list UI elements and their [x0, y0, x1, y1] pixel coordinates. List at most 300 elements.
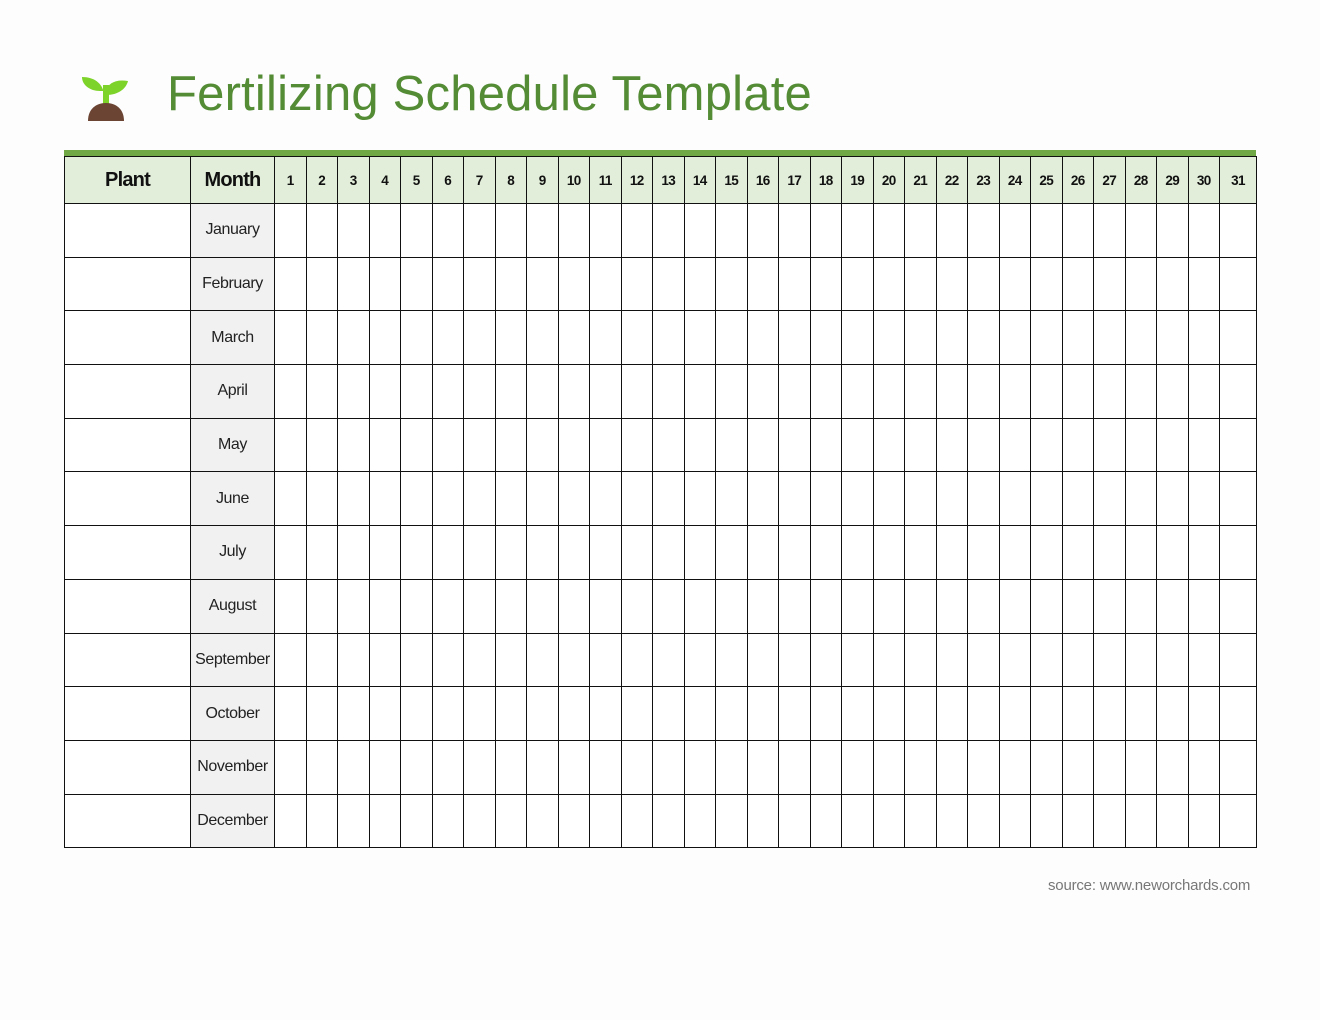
day-cell[interactable] [590, 740, 622, 794]
day-cell[interactable] [275, 579, 307, 633]
day-cell[interactable] [1220, 204, 1257, 258]
day-cell[interactable] [527, 257, 559, 311]
day-cell[interactable] [1094, 418, 1126, 472]
day-cell[interactable] [527, 794, 559, 848]
day-cell[interactable] [810, 257, 842, 311]
day-cell[interactable] [1031, 418, 1063, 472]
day-cell[interactable] [684, 794, 716, 848]
day-cell[interactable] [1220, 472, 1257, 526]
day-cell[interactable] [464, 204, 496, 258]
plant-cell[interactable] [65, 311, 191, 365]
day-cell[interactable] [905, 633, 937, 687]
day-cell[interactable] [1094, 472, 1126, 526]
day-cell[interactable] [558, 794, 590, 848]
day-cell[interactable] [495, 526, 527, 580]
day-cell[interactable] [684, 526, 716, 580]
day-cell[interactable] [716, 257, 748, 311]
day-cell[interactable] [464, 311, 496, 365]
day-cell[interactable] [338, 257, 370, 311]
day-cell[interactable] [1220, 633, 1257, 687]
day-cell[interactable] [1188, 257, 1220, 311]
day-cell[interactable] [558, 311, 590, 365]
day-cell[interactable] [810, 740, 842, 794]
day-cell[interactable] [432, 472, 464, 526]
day-cell[interactable] [747, 687, 779, 741]
day-cell[interactable] [369, 204, 401, 258]
day-cell[interactable] [1094, 687, 1126, 741]
day-cell[interactable] [968, 740, 1000, 794]
day-cell[interactable] [432, 204, 464, 258]
day-cell[interactable] [590, 633, 622, 687]
day-cell[interactable] [1125, 740, 1157, 794]
day-cell[interactable] [306, 687, 338, 741]
day-cell[interactable] [873, 794, 905, 848]
day-cell[interactable] [1062, 687, 1094, 741]
day-cell[interactable] [779, 579, 811, 633]
day-cell[interactable] [275, 740, 307, 794]
day-cell[interactable] [621, 633, 653, 687]
day-cell[interactable] [590, 794, 622, 848]
day-cell[interactable] [464, 472, 496, 526]
day-cell[interactable] [1062, 579, 1094, 633]
day-cell[interactable] [1094, 257, 1126, 311]
day-cell[interactable] [1157, 794, 1189, 848]
day-cell[interactable] [842, 257, 874, 311]
day-cell[interactable] [779, 365, 811, 419]
day-cell[interactable] [464, 418, 496, 472]
day-cell[interactable] [968, 418, 1000, 472]
day-cell[interactable] [1220, 794, 1257, 848]
day-cell[interactable] [306, 257, 338, 311]
day-cell[interactable] [1188, 418, 1220, 472]
day-cell[interactable] [873, 365, 905, 419]
day-cell[interactable] [275, 526, 307, 580]
day-cell[interactable] [905, 740, 937, 794]
day-cell[interactable] [716, 687, 748, 741]
day-cell[interactable] [495, 472, 527, 526]
day-cell[interactable] [621, 418, 653, 472]
day-cell[interactable] [1062, 633, 1094, 687]
day-cell[interactable] [369, 526, 401, 580]
day-cell[interactable] [716, 579, 748, 633]
day-cell[interactable] [590, 311, 622, 365]
day-cell[interactable] [527, 579, 559, 633]
day-cell[interactable] [369, 794, 401, 848]
day-cell[interactable] [779, 472, 811, 526]
day-cell[interactable] [653, 794, 685, 848]
day-cell[interactable] [1188, 687, 1220, 741]
day-cell[interactable] [432, 365, 464, 419]
day-cell[interactable] [464, 579, 496, 633]
day-cell[interactable] [968, 687, 1000, 741]
day-cell[interactable] [369, 472, 401, 526]
day-cell[interactable] [558, 687, 590, 741]
day-cell[interactable] [495, 204, 527, 258]
day-cell[interactable] [653, 633, 685, 687]
day-cell[interactable] [936, 633, 968, 687]
day-cell[interactable] [1188, 526, 1220, 580]
day-cell[interactable] [306, 365, 338, 419]
day-cell[interactable] [747, 204, 779, 258]
day-cell[interactable] [999, 794, 1031, 848]
day-cell[interactable] [873, 311, 905, 365]
day-cell[interactable] [747, 579, 779, 633]
day-cell[interactable] [968, 794, 1000, 848]
day-cell[interactable] [905, 365, 937, 419]
plant-cell[interactable] [65, 472, 191, 526]
day-cell[interactable] [1125, 687, 1157, 741]
day-cell[interactable] [810, 311, 842, 365]
day-cell[interactable] [1125, 418, 1157, 472]
day-cell[interactable] [842, 311, 874, 365]
day-cell[interactable] [464, 365, 496, 419]
day-cell[interactable] [275, 633, 307, 687]
day-cell[interactable] [369, 311, 401, 365]
day-cell[interactable] [842, 418, 874, 472]
day-cell[interactable] [1094, 311, 1126, 365]
day-cell[interactable] [810, 579, 842, 633]
day-cell[interactable] [338, 526, 370, 580]
day-cell[interactable] [338, 365, 370, 419]
day-cell[interactable] [653, 472, 685, 526]
plant-cell[interactable] [65, 365, 191, 419]
day-cell[interactable] [716, 418, 748, 472]
day-cell[interactable] [842, 740, 874, 794]
day-cell[interactable] [1188, 311, 1220, 365]
day-cell[interactable] [1125, 365, 1157, 419]
day-cell[interactable] [684, 633, 716, 687]
day-cell[interactable] [842, 526, 874, 580]
day-cell[interactable] [338, 687, 370, 741]
day-cell[interactable] [716, 365, 748, 419]
day-cell[interactable] [1188, 633, 1220, 687]
day-cell[interactable] [590, 526, 622, 580]
day-cell[interactable] [1031, 257, 1063, 311]
day-cell[interactable] [401, 794, 433, 848]
day-cell[interactable] [1094, 579, 1126, 633]
day-cell[interactable] [621, 740, 653, 794]
day-cell[interactable] [495, 579, 527, 633]
day-cell[interactable] [621, 365, 653, 419]
day-cell[interactable] [1125, 526, 1157, 580]
day-cell[interactable] [1220, 365, 1257, 419]
day-cell[interactable] [810, 794, 842, 848]
day-cell[interactable] [432, 257, 464, 311]
plant-cell[interactable] [65, 418, 191, 472]
day-cell[interactable] [338, 311, 370, 365]
day-cell[interactable] [684, 365, 716, 419]
day-cell[interactable] [1125, 311, 1157, 365]
day-cell[interactable] [558, 257, 590, 311]
day-cell[interactable] [621, 257, 653, 311]
day-cell[interactable] [1157, 472, 1189, 526]
day-cell[interactable] [401, 257, 433, 311]
day-cell[interactable] [432, 687, 464, 741]
day-cell[interactable] [1031, 472, 1063, 526]
day-cell[interactable] [432, 740, 464, 794]
day-cell[interactable] [684, 740, 716, 794]
day-cell[interactable] [432, 311, 464, 365]
day-cell[interactable] [590, 204, 622, 258]
day-cell[interactable] [558, 526, 590, 580]
day-cell[interactable] [1157, 633, 1189, 687]
day-cell[interactable] [401, 687, 433, 741]
day-cell[interactable] [1157, 687, 1189, 741]
day-cell[interactable] [1031, 687, 1063, 741]
day-cell[interactable] [1031, 740, 1063, 794]
day-cell[interactable] [999, 472, 1031, 526]
day-cell[interactable] [968, 365, 1000, 419]
day-cell[interactable] [306, 633, 338, 687]
day-cell[interactable] [653, 418, 685, 472]
day-cell[interactable] [369, 633, 401, 687]
day-cell[interactable] [306, 579, 338, 633]
day-cell[interactable] [873, 687, 905, 741]
day-cell[interactable] [968, 526, 1000, 580]
plant-cell[interactable] [65, 526, 191, 580]
day-cell[interactable] [936, 794, 968, 848]
day-cell[interactable] [999, 418, 1031, 472]
day-cell[interactable] [936, 579, 968, 633]
day-cell[interactable] [810, 687, 842, 741]
day-cell[interactable] [621, 794, 653, 848]
day-cell[interactable] [495, 794, 527, 848]
day-cell[interactable] [747, 794, 779, 848]
day-cell[interactable] [1188, 472, 1220, 526]
day-cell[interactable] [936, 365, 968, 419]
day-cell[interactable] [968, 204, 1000, 258]
plant-cell[interactable] [65, 257, 191, 311]
day-cell[interactable] [1031, 526, 1063, 580]
day-cell[interactable] [621, 687, 653, 741]
day-cell[interactable] [810, 365, 842, 419]
day-cell[interactable] [1062, 418, 1094, 472]
day-cell[interactable] [999, 311, 1031, 365]
day-cell[interactable] [1220, 740, 1257, 794]
day-cell[interactable] [873, 526, 905, 580]
day-cell[interactable] [747, 311, 779, 365]
day-cell[interactable] [873, 472, 905, 526]
day-cell[interactable] [1031, 794, 1063, 848]
day-cell[interactable] [842, 579, 874, 633]
day-cell[interactable] [369, 740, 401, 794]
day-cell[interactable] [779, 257, 811, 311]
day-cell[interactable] [558, 418, 590, 472]
day-cell[interactable] [1220, 311, 1257, 365]
day-cell[interactable] [495, 365, 527, 419]
day-cell[interactable] [1062, 526, 1094, 580]
day-cell[interactable] [684, 418, 716, 472]
day-cell[interactable] [842, 365, 874, 419]
day-cell[interactable] [747, 740, 779, 794]
day-cell[interactable] [905, 311, 937, 365]
day-cell[interactable] [779, 740, 811, 794]
day-cell[interactable] [684, 257, 716, 311]
plant-cell[interactable] [65, 579, 191, 633]
day-cell[interactable] [1220, 418, 1257, 472]
day-cell[interactable] [464, 740, 496, 794]
day-cell[interactable] [747, 365, 779, 419]
day-cell[interactable] [1125, 204, 1157, 258]
day-cell[interactable] [1125, 579, 1157, 633]
day-cell[interactable] [873, 418, 905, 472]
day-cell[interactable] [1062, 794, 1094, 848]
day-cell[interactable] [464, 633, 496, 687]
day-cell[interactable] [653, 579, 685, 633]
day-cell[interactable] [401, 472, 433, 526]
day-cell[interactable] [275, 311, 307, 365]
day-cell[interactable] [432, 526, 464, 580]
day-cell[interactable] [464, 687, 496, 741]
day-cell[interactable] [779, 794, 811, 848]
day-cell[interactable] [401, 204, 433, 258]
day-cell[interactable] [401, 526, 433, 580]
day-cell[interactable] [495, 257, 527, 311]
day-cell[interactable] [306, 794, 338, 848]
day-cell[interactable] [936, 472, 968, 526]
day-cell[interactable] [1125, 257, 1157, 311]
day-cell[interactable] [1157, 204, 1189, 258]
day-cell[interactable] [999, 579, 1031, 633]
day-cell[interactable] [905, 472, 937, 526]
day-cell[interactable] [558, 579, 590, 633]
day-cell[interactable] [779, 526, 811, 580]
day-cell[interactable] [369, 365, 401, 419]
day-cell[interactable] [842, 472, 874, 526]
day-cell[interactable] [968, 311, 1000, 365]
day-cell[interactable] [275, 204, 307, 258]
day-cell[interactable] [401, 365, 433, 419]
day-cell[interactable] [968, 579, 1000, 633]
day-cell[interactable] [999, 365, 1031, 419]
day-cell[interactable] [747, 526, 779, 580]
day-cell[interactable] [747, 633, 779, 687]
day-cell[interactable] [716, 794, 748, 848]
day-cell[interactable] [936, 687, 968, 741]
plant-cell[interactable] [65, 794, 191, 848]
day-cell[interactable] [464, 794, 496, 848]
day-cell[interactable] [905, 579, 937, 633]
day-cell[interactable] [1094, 526, 1126, 580]
day-cell[interactable] [621, 526, 653, 580]
day-cell[interactable] [1094, 204, 1126, 258]
day-cell[interactable] [432, 794, 464, 848]
day-cell[interactable] [1031, 365, 1063, 419]
day-cell[interactable] [999, 204, 1031, 258]
day-cell[interactable] [306, 204, 338, 258]
day-cell[interactable] [936, 311, 968, 365]
day-cell[interactable] [716, 204, 748, 258]
day-cell[interactable] [810, 472, 842, 526]
day-cell[interactable] [873, 633, 905, 687]
day-cell[interactable] [558, 204, 590, 258]
day-cell[interactable] [338, 418, 370, 472]
day-cell[interactable] [590, 687, 622, 741]
day-cell[interactable] [590, 472, 622, 526]
day-cell[interactable] [338, 633, 370, 687]
day-cell[interactable] [1062, 311, 1094, 365]
day-cell[interactable] [810, 204, 842, 258]
day-cell[interactable] [495, 740, 527, 794]
day-cell[interactable] [369, 687, 401, 741]
day-cell[interactable] [1188, 204, 1220, 258]
day-cell[interactable] [1031, 204, 1063, 258]
day-cell[interactable] [653, 311, 685, 365]
day-cell[interactable] [338, 579, 370, 633]
day-cell[interactable] [684, 472, 716, 526]
day-cell[interactable] [558, 633, 590, 687]
day-cell[interactable] [873, 204, 905, 258]
day-cell[interactable] [653, 204, 685, 258]
day-cell[interactable] [1188, 740, 1220, 794]
day-cell[interactable] [621, 579, 653, 633]
day-cell[interactable] [495, 687, 527, 741]
day-cell[interactable] [401, 579, 433, 633]
day-cell[interactable] [999, 526, 1031, 580]
day-cell[interactable] [779, 418, 811, 472]
day-cell[interactable] [842, 204, 874, 258]
day-cell[interactable] [810, 633, 842, 687]
day-cell[interactable] [747, 257, 779, 311]
day-cell[interactable] [873, 257, 905, 311]
day-cell[interactable] [527, 526, 559, 580]
day-cell[interactable] [810, 418, 842, 472]
day-cell[interactable] [558, 365, 590, 419]
day-cell[interactable] [653, 257, 685, 311]
day-cell[interactable] [936, 418, 968, 472]
day-cell[interactable] [747, 418, 779, 472]
day-cell[interactable] [1157, 740, 1189, 794]
day-cell[interactable] [590, 365, 622, 419]
day-cell[interactable] [495, 311, 527, 365]
day-cell[interactable] [621, 204, 653, 258]
day-cell[interactable] [338, 472, 370, 526]
day-cell[interactable] [1220, 579, 1257, 633]
day-cell[interactable] [558, 740, 590, 794]
day-cell[interactable] [1125, 472, 1157, 526]
day-cell[interactable] [1188, 579, 1220, 633]
day-cell[interactable] [653, 365, 685, 419]
day-cell[interactable] [558, 472, 590, 526]
day-cell[interactable] [653, 687, 685, 741]
day-cell[interactable] [275, 418, 307, 472]
day-cell[interactable] [1031, 579, 1063, 633]
day-cell[interactable] [1125, 633, 1157, 687]
day-cell[interactable] [936, 204, 968, 258]
day-cell[interactable] [999, 687, 1031, 741]
day-cell[interactable] [716, 472, 748, 526]
day-cell[interactable] [716, 526, 748, 580]
day-cell[interactable] [1188, 794, 1220, 848]
day-cell[interactable] [401, 740, 433, 794]
day-cell[interactable] [369, 579, 401, 633]
day-cell[interactable] [779, 311, 811, 365]
day-cell[interactable] [716, 633, 748, 687]
plant-cell[interactable] [65, 687, 191, 741]
day-cell[interactable] [1220, 526, 1257, 580]
day-cell[interactable] [999, 740, 1031, 794]
plant-cell[interactable] [65, 740, 191, 794]
day-cell[interactable] [968, 257, 1000, 311]
day-cell[interactable] [873, 740, 905, 794]
day-cell[interactable] [905, 257, 937, 311]
day-cell[interactable] [653, 740, 685, 794]
day-cell[interactable] [527, 204, 559, 258]
day-cell[interactable] [369, 418, 401, 472]
day-cell[interactable] [1157, 311, 1189, 365]
day-cell[interactable] [905, 418, 937, 472]
day-cell[interactable] [968, 633, 1000, 687]
